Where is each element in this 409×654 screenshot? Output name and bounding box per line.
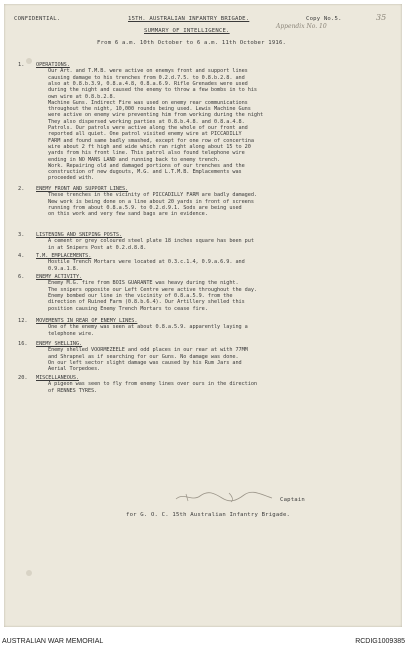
document-title: SUMMARY OF INTELLIGENCE. bbox=[144, 28, 230, 34]
section-number: 6. bbox=[18, 274, 25, 280]
signature-captain: Captain bbox=[280, 497, 305, 503]
section-number: 16. bbox=[18, 341, 28, 347]
section-text-line: A pigeon was seen to fly from enemy lines over ours in the direction bbox=[48, 381, 257, 388]
appendix-note: Appendix No. 10 bbox=[276, 23, 327, 30]
header-brigade: 15TH. AUSTRALIAN INFANTRY BRIGADE. bbox=[128, 16, 250, 22]
section-number: 2. bbox=[18, 186, 25, 192]
document-period: From 6 a.m. 10th October to 6 a.m. 11th October 1916. bbox=[97, 40, 287, 46]
section-number: 3. bbox=[18, 232, 25, 238]
section-text-line: Hostile Trench Mortars were located at 0.3.c.1.4, 0.9.a.6.9. and bbox=[48, 259, 245, 266]
section-text-line: These trenches in the vicinity of PICCADILLY FARM are badly damaged. bbox=[48, 192, 257, 199]
section-text-line: Machine Guns. Indirect Fire was used on enemy rear communications bbox=[48, 99, 248, 106]
section-text-line: A cement or grey coloured steel plate 18 inches square has been put bbox=[48, 238, 254, 245]
header-copy-number: Copy No.5. bbox=[306, 16, 342, 22]
section-text-line: 0.9.a.1.8. bbox=[48, 265, 79, 272]
section-text-line: FARM and found same badly smashed, except for one row of concertina bbox=[48, 137, 254, 144]
handwritten-signature bbox=[174, 490, 274, 504]
footer-record-id: RCDIG1009385 bbox=[355, 638, 405, 645]
section-heading: ENEMY FRONT AND SUPPORT LINES. bbox=[36, 186, 129, 192]
section-text-line: yards from his front line. This patrol also found telephone wire bbox=[48, 150, 245, 157]
section-text-line: Our Art. and T.M.B. were active on enemys front and support lines bbox=[48, 68, 248, 75]
section-text-line: One of the enemy was seen at about 0.8.a.5.9. apparently laying a bbox=[48, 324, 248, 331]
section-text-line: New work is being done on a line about 20 yards in front of screens bbox=[48, 198, 254, 205]
signature-for-line: for G. O. C. 15th Australian Infantry Brigade. bbox=[126, 512, 291, 518]
section-text-line: Enemy shelled VOORMEZEELE and odd places in our rear at with 77MM bbox=[48, 347, 248, 354]
section-heading: LISTENING AND SNIPING POSTS. bbox=[36, 232, 123, 238]
section-text-line: reported all quiet. One patrol visited enemy wire at PICCADILLY bbox=[48, 131, 242, 138]
section-heading: MOVEMENTS IN REAR OF ENEMY LINES. bbox=[36, 318, 138, 324]
section-heading: OPERATIONS. bbox=[36, 62, 70, 68]
section-text-line: and Shrapnel as if searching for our Guns. No damage was done. bbox=[48, 353, 239, 360]
section-number: 20. bbox=[18, 375, 28, 381]
section-text-line: Enemy bombed our line in the vicinity of 0.8.a.5.9. from the bbox=[48, 292, 233, 299]
section-text-line: telephone wire. bbox=[48, 330, 95, 337]
header-confidential: CONFIDENTIAL. bbox=[14, 16, 61, 22]
section-text-line: were active on enemy wire preventing him from working during the night bbox=[48, 112, 264, 119]
section-text-line: Aerial Torpedoes. bbox=[48, 366, 101, 373]
section-text-line: position causing Enemy Trench Mortars to cease fire. bbox=[48, 305, 208, 312]
section-number: 12. bbox=[18, 318, 28, 324]
section-text-line: on this work and very few sand bags are in evidence. bbox=[48, 211, 208, 218]
punch-hole bbox=[26, 58, 32, 64]
section-heading: ENEMY SHELLING. bbox=[36, 341, 83, 347]
section-text-line: during the night and caused the enemy to throw a few bombs in to his bbox=[48, 87, 257, 94]
section-text-line: causing damage to his trenches from 0.2.d.7.5. to 0.8.b.2.8. and bbox=[48, 74, 245, 81]
section-text-line: wire about 2 ft high and wide which ran right along about 15 to 20 bbox=[48, 143, 251, 150]
section-text-line: ending in NO MANS LAND and running back to enemy trench. bbox=[48, 156, 221, 163]
section-text-line: The snipers opposite our Left Centre were active throughout the day. bbox=[48, 286, 257, 293]
footer-archive-name: AUSTRALIAN WAR MEMORIAL bbox=[2, 638, 104, 645]
section-text-line: own wire at 0.8.b.2.8. bbox=[48, 93, 116, 100]
section-heading: ENEMY ACTIVITY. bbox=[36, 274, 83, 280]
section-text-line: of RENNES TYRES. bbox=[48, 387, 98, 394]
section-text-line: also at 0.8.b.3.9, 0.8.a.4.8, 0.8.a.6.9. Rifle Grenades were used bbox=[48, 80, 248, 87]
section-text-line: Enemy M.G. fire from BOIS GUARANTE was heavy during the night. bbox=[48, 280, 239, 287]
section-text-line: construction of new dugouts, M.G. and L.T.M.B. Emplacements was bbox=[48, 169, 242, 176]
document-page bbox=[4, 4, 402, 627]
section-number: 1. bbox=[18, 62, 25, 68]
section-text-line: direction of Ruined Farm (0.8.b.6.4). Our Artillery shelled this bbox=[48, 299, 245, 306]
section-heading: MISCELLANEOUS. bbox=[36, 375, 80, 381]
section-text-line: They also dispersed working parties at 0.8.b.4.8. and 0.8.a.4.8. bbox=[48, 118, 245, 125]
section-text-line: throughout the night, 10,000 rounds being used. Lewis Machine Guns bbox=[48, 106, 251, 113]
page-number: 35 bbox=[376, 13, 387, 22]
section-text-line: Patrols. Our patrols were active along the whole of our front and bbox=[48, 125, 248, 131]
section-heading: T.M. EMPLACEMENTS. bbox=[36, 253, 92, 259]
section-text-line: On our left sector slight damage was caused by his Rum Jars and bbox=[48, 359, 242, 366]
section-text-line: proceeded with. bbox=[48, 175, 95, 182]
section-text-line: running from about 0.8.a.5.9. to 0.2.d.9.1. Sods are being used bbox=[48, 204, 242, 211]
section-number: 4. bbox=[18, 253, 25, 259]
punch-hole bbox=[26, 570, 32, 576]
section-text-line: Work. Repairing old and damaged portions of our trenches and the bbox=[48, 162, 245, 169]
section-text-line: in at Snipers Post at 0.2.d.8.8. bbox=[48, 244, 147, 251]
